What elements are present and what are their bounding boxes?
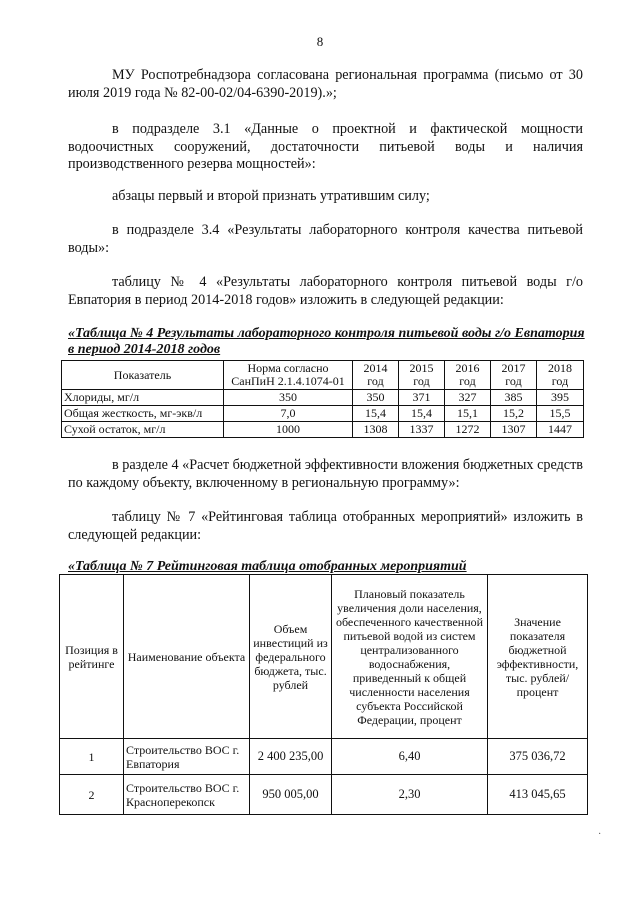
table4 (61, 360, 584, 438)
table4-cell: 1000 (224, 422, 353, 438)
table7 (59, 574, 588, 815)
table4-cell: 1337 (399, 422, 445, 438)
table4-header-cell: 2015 год (399, 361, 445, 390)
table4-cell: 327 (445, 390, 491, 406)
table7-cell: 413 045,65 (488, 775, 588, 815)
table-row (62, 422, 584, 438)
table7-header-cell: Плановый показатель увеличения доли населения, обеспеченного качественной питьевой водой из систем централизованного водоснабжения, приведенный к общей численности населения субъекта Российской Федерации, процент (332, 575, 488, 739)
table4-cell: 15,1 (445, 406, 491, 422)
table-row (60, 739, 588, 775)
table7-cell: 375 036,72 (488, 739, 588, 775)
scan-speck: · (598, 829, 602, 840)
table4-header-cell: Норма согласно СанПиН 2.1.4.1074-01 (224, 361, 353, 390)
paragraph-table7-intro: таблицу № 7 «Рейтинговая таблица отобранных мероприятий» изложить в следующей редакции: (68, 509, 583, 543)
table4-header-cell: 2017 год (491, 361, 537, 390)
table4-cell: 350 (224, 390, 353, 406)
table7-cell: 2,30 (332, 775, 488, 815)
paragraph-letter-agreement: МУ Роспотребнадзора согласована региональная программа (письмо от 30 июля 2019 года № 82-00-02/04-6390-2019).»; (68, 67, 583, 101)
table7-header-row (60, 575, 588, 739)
table4-cell: 15,4 (399, 406, 445, 422)
table-row (60, 775, 588, 815)
table7-cell: 1 (60, 739, 124, 775)
table4-cell: Общая жесткость, мг-экв/л (62, 406, 224, 422)
table4-caption: «Таблица № 4 Результаты лабораторного контроля питьевой воды г/о Евпатория в период 2014-2018 годов (68, 326, 585, 357)
table4-cell: 15,5 (537, 406, 584, 422)
table7-header-cell: Объем инвестиций из федерального бюджета, тыс. рублей (250, 575, 332, 739)
table-row (62, 406, 584, 422)
paragraph-paragraphs-void: абзацы первый и второй признать утратившим силу; (112, 188, 430, 204)
table7-cell: 2 400 235,00 (250, 739, 332, 775)
table4-header-cell: 2016 год (445, 361, 491, 390)
table7-cell: 6,40 (332, 739, 488, 775)
table7-caption: «Таблица № 7 Рейтинговая таблица отобранных мероприятий (68, 559, 467, 574)
table7-header-cell: Значение показателя бюджетной эффективности, тыс. рублей/ процент (488, 575, 588, 739)
table4-cell: 1308 (353, 422, 399, 438)
paragraph-section-4: в разделе 4 «Расчет бюджетной эффективности вложения бюджетных средств по каждому объекту, включенному в региональную программу»: (68, 457, 583, 491)
table4-header-cell: Показатель (62, 361, 224, 390)
table4-cell: 15,4 (353, 406, 399, 422)
table4-cell: 385 (491, 390, 537, 406)
paragraph-subsection-3-1: в подразделе 3.1 «Данные о проектной и фактической мощности водоочистных сооружений, достаточности питьевой воды и наличия производственного резерва мощностей»: (68, 121, 583, 172)
table7-cell: Строительство ВОС г. Красноперекопск (124, 775, 250, 815)
table7-header-cell: Позиция в рейтинге (60, 575, 124, 739)
table4-cell: 15,2 (491, 406, 537, 422)
table7-cell: 950 005,00 (250, 775, 332, 815)
table7-cell: 2 (60, 775, 124, 815)
page-number: 8 (316, 34, 324, 49)
table7-header-cell: Наименование объекта (124, 575, 250, 739)
table4-header-row (62, 361, 584, 390)
table7-cell: Строительство ВОС г. Евпатория (124, 739, 250, 775)
table4-cell: 1272 (445, 422, 491, 438)
table4-cell: 371 (399, 390, 445, 406)
table4-cell: 1447 (537, 422, 584, 438)
table4-header-cell: 2014 год (353, 361, 399, 390)
table4-cell: 350 (353, 390, 399, 406)
table-row (62, 390, 584, 406)
table4-cell: 7,0 (224, 406, 353, 422)
table4-cell: Хлориды, мг/л (62, 390, 224, 406)
table4-header-cell: 2018 год (537, 361, 584, 390)
table4-cell: Сухой остаток, мг/л (62, 422, 224, 438)
paragraph-table4-intro: таблицу № 4 «Результаты лабораторного контроля питьевой воды г/о Евпатория в период 2014-2018 годов» изложить в следующей редакции: (68, 274, 583, 308)
table4-cell: 1307 (491, 422, 537, 438)
table4-cell: 395 (537, 390, 584, 406)
paragraph-subsection-3-4: в подразделе 3.4 «Результаты лабораторного контроля качества питьевой воды»: (68, 222, 583, 256)
